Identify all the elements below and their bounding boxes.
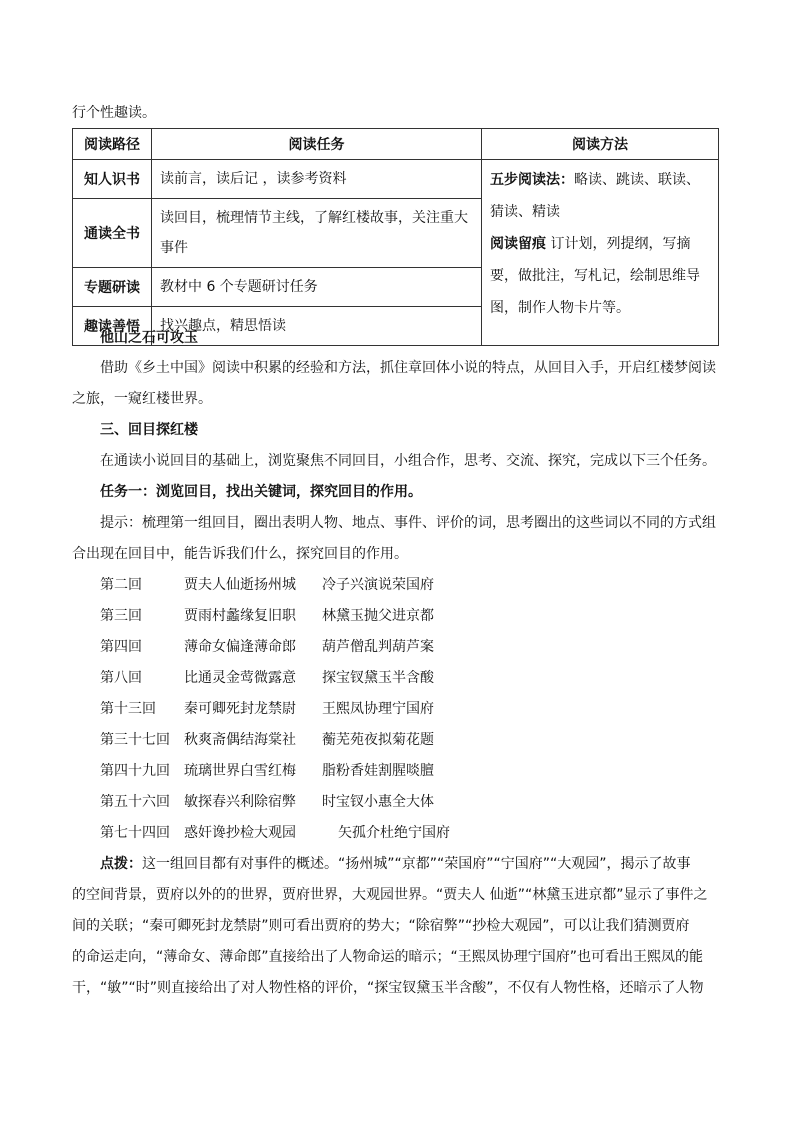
section-three-heading: 三、回目探红楼 (100, 422, 198, 438)
chapter-title-row (100, 668, 434, 688)
method-label-trace: 阅读留痕 (490, 236, 546, 252)
chapter-number: 第三回 (100, 608, 142, 624)
row-path: 专题研读 (73, 268, 152, 307)
chapter-title-row (100, 575, 434, 595)
chapter-number: 第十三回 (100, 701, 156, 717)
row-path: 趣读善悟 (73, 307, 152, 346)
chapter-couplet-second: 蘅芜苑夜拟菊花题 (322, 732, 434, 748)
chapter-number: 第八回 (100, 670, 142, 686)
chapter-couplet-second: 时宝钗小惠全大体 (322, 794, 434, 810)
section-three-intro: 在通读小说回目的基础上，浏览聚焦不同回目，小组合作，思考、交流、探究，完成以下三个任务。 (100, 453, 716, 469)
chapter-number: 第四回 (100, 639, 142, 655)
chapter-couplet-second: 林黛玉抛父进京都 (322, 608, 434, 624)
chapter-couplet-first: 惑奸谗抄检大观园 (184, 825, 296, 841)
dianbo-line-2: 的空间背景，贾府以外的的世界，贾府世界，大观园世界。“贾夫人 仙逝”“林黛玉进京都”显示了事件之 (72, 887, 708, 903)
row-task: 读回目，梳理情节主线，了解红楼故事，关注重大事件 (152, 199, 482, 268)
hint-line-2: 合出现在回目中，能告诉我们什么，探究回目的作用。 (72, 546, 408, 562)
header-method: 阅读方法 (482, 129, 719, 160)
chapter-couplet-first: 贾夫人仙逝扬州城 (184, 577, 296, 593)
chapter-couplet-second: 冷子兴演说荣国府 (322, 577, 434, 593)
chapter-couplet-second: 探宝钗黛玉半含酸 (322, 670, 434, 686)
method-text-five-step: 略读、跳读、联读、猜读、精读 (490, 172, 700, 220)
chapter-title-row (100, 606, 434, 626)
tashan-line-2: 之旅，一窥红楼世界。 (72, 391, 212, 407)
chapter-couplet-second: 矢孤介杜绝宁国府 (338, 825, 450, 841)
table-row (73, 160, 719, 199)
chapter-couplet-first: 琉璃世界白雪红梅 (184, 763, 296, 779)
row-path: 知人识书 (73, 160, 152, 199)
chapter-number: 第三十七回 (100, 732, 170, 748)
chapter-number: 第二回 (100, 577, 142, 593)
chapter-couplet-first: 薄命女偏逢薄命郎 (184, 639, 296, 655)
row-task: 教材中 6 个专题研讨任务 (152, 268, 482, 307)
row-path: 通读全书 (73, 199, 152, 268)
dianbo-line-4: 的命运走向，“薄命女、薄命郎”直接给出了人物命运的暗示；“王熙凤协理宁国府”也可看出王熙凤的能 (72, 949, 704, 965)
chapter-couplet-first: 秦可卿死封龙禁尉 (184, 701, 296, 717)
chapter-number: 第五十六回 (100, 794, 170, 810)
hint-line-1: 提示：梳理第一组回目，圈出表明人物、地点、事件、评价的词，思考圈出的这些词以不同的方式组 (100, 515, 716, 531)
chapter-title-row (100, 792, 434, 812)
header-task: 阅读任务 (152, 129, 482, 160)
chapter-title-row (100, 823, 450, 843)
reading-plan-table (72, 128, 719, 346)
row-task: 找兴趣点，精思悟读 (152, 307, 482, 346)
chapter-title-row (100, 699, 434, 719)
table-header-row (73, 129, 719, 160)
method-label-five-step: 五步阅读法： (490, 172, 574, 188)
tashan-heading: 他山之石可攻玉 (100, 330, 198, 346)
dianbo-text: 这一组回目都有对事件的概述。“扬州城”“京都”“荣国府”“宁国府”“大观园”，揭示了故事 (142, 856, 691, 872)
method-cell (482, 160, 719, 346)
dianbo-label: 点拨： (100, 856, 142, 872)
intro-tail-text: 行个性趣读。 (72, 105, 156, 121)
chapter-title-row (100, 730, 434, 750)
chapter-number: 第四十九回 (100, 763, 170, 779)
chapter-couplet-first: 敏探春兴利除宿弊 (184, 794, 296, 810)
method-text-trace: 订计划，列提纲，写摘要，做批注，写札记，绘制思维导图，制作人物卡片等。 (490, 236, 700, 316)
chapter-couplet-first: 贾雨村蠡缘复旧职 (184, 608, 296, 624)
chapter-title-row (100, 637, 434, 657)
dianbo-line-5: 干，“敏”“时”则直接给出了对人物性格的评价，“探宝钗黛玉半含酸”，不仅有人物性格，还暗示了人物 (72, 980, 704, 996)
chapter-couplet-second: 葫芦僧乱判葫芦案 (322, 639, 434, 655)
chapter-couplet-second: 脂粉香娃割腥啖膻 (322, 763, 434, 779)
dianbo-line-3: 间的关联；“秦可卿死封龙禁尉”则可看出贾府的势大；“除宿弊”“抄检大观园”，可以让我们猜测贾府 (72, 918, 690, 934)
chapter-title-row (100, 761, 434, 781)
tashan-line-1: 借助《乡土中国》阅读中积累的经验和方法，抓住章回体小说的特点，从回目入手，开启红楼梦阅读 (100, 360, 716, 376)
header-path: 阅读路径 (73, 129, 152, 160)
row-task: 读前言，读后记 ，读参考资料 (152, 160, 482, 199)
task-one-heading: 任务一：浏览回目，找出关键词，探究回目的作用。 (100, 484, 422, 500)
chapter-number: 第七十四回 (100, 825, 170, 841)
chapter-couplet-second: 王熙凤协理宁国府 (322, 701, 434, 717)
chapter-couplet-first: 秋爽斋偶结海棠社 (184, 732, 296, 748)
chapter-couplet-first: 比通灵金莺微露意 (184, 670, 296, 686)
dianbo-line-1 (100, 854, 691, 874)
